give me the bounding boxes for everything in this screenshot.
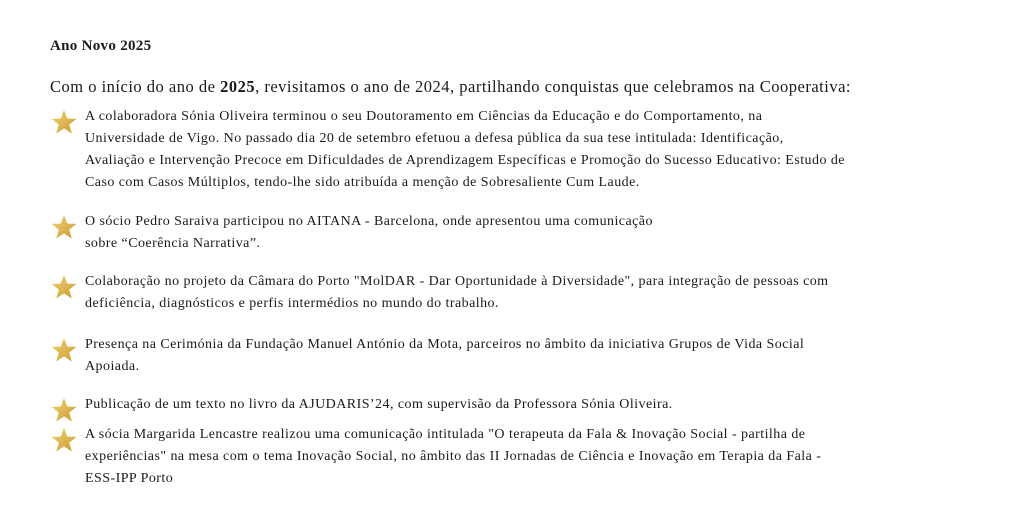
star-icon	[51, 337, 77, 363]
list-item	[50, 394, 950, 416]
item-line: Universidade de Vigo. No passado dia 20 de setembro efetuou a defesa pública da sua tese intitulada: Identificação,	[85, 131, 784, 146]
item-line: Avaliação e Intervenção Precoce em Dificuldades de Aprendizagem Específicas e Promoção do Sucesso Educativo: Estudo de	[85, 153, 845, 168]
item-line: O sócio Pedro Saraiva participou no AITANA - Barcelona, onde apresentou uma comunicação	[85, 214, 653, 229]
item-line: ESS-IPP Porto	[85, 471, 174, 486]
intro-paragraph	[50, 76, 950, 98]
achievements-list	[50, 106, 950, 490]
list-item	[50, 424, 950, 490]
list-item	[50, 334, 950, 378]
intro-year: 2025	[220, 77, 256, 96]
star-icon	[51, 109, 77, 135]
item-line: experiências" na mesa com o tema Inovação Social, no âmbito das II Jornadas de Ciência e Inovação em Terapia da Fala -	[85, 449, 822, 464]
article-title: Ano Novo 2025	[50, 38, 152, 54]
list-item	[50, 106, 950, 194]
item-line: Presença na Cerimónia da Fundação Manuel António da Mota, parceiros no âmbito da iniciativa Grupos de Vida Social	[85, 337, 805, 352]
article	[50, 36, 950, 490]
item-line: Colaboração no projeto da Câmara do Porto "MolDAR - Dar Oportunidade à Diversidade", para integração de pessoas com	[85, 274, 829, 289]
item-line: A sócia Margarida Lencastre realizou uma comunicação intitulada "O terapeuta da Fala & Inovação Social - partilha de	[85, 427, 806, 442]
item-line: deficiência, diagnósticos e perfis intermédios no mundo do trabalho.	[85, 296, 499, 311]
star-icon	[51, 214, 77, 240]
item-line: A colaboradora Sónia Oliveira terminou o seu Doutoramento em Ciências da Educação e do Comportamento, na	[85, 109, 763, 124]
item-line: Apoiada.	[85, 359, 140, 374]
star-icon	[51, 274, 77, 300]
star-icon	[51, 427, 77, 453]
list-item	[50, 271, 950, 315]
item-line: Publicação de um texto no livro da AJUDARIS’24, com supervisão da Professora Sónia Oliveira.	[85, 397, 673, 412]
list-item	[50, 211, 950, 255]
intro-text-after: , revisitamos o ano de 2024, partilhando conquistas que celebramos na Cooperativa:	[255, 77, 851, 96]
item-line: sobre “Coerência Narrativa”.	[85, 236, 261, 251]
item-line: Caso com Casos Múltiplos, tendo-lhe sido atribuída a menção de Sobresaliente Cum Laude.	[85, 175, 640, 190]
intro-text-before: Com o início do ano de	[50, 77, 221, 96]
star-icon	[51, 397, 77, 423]
